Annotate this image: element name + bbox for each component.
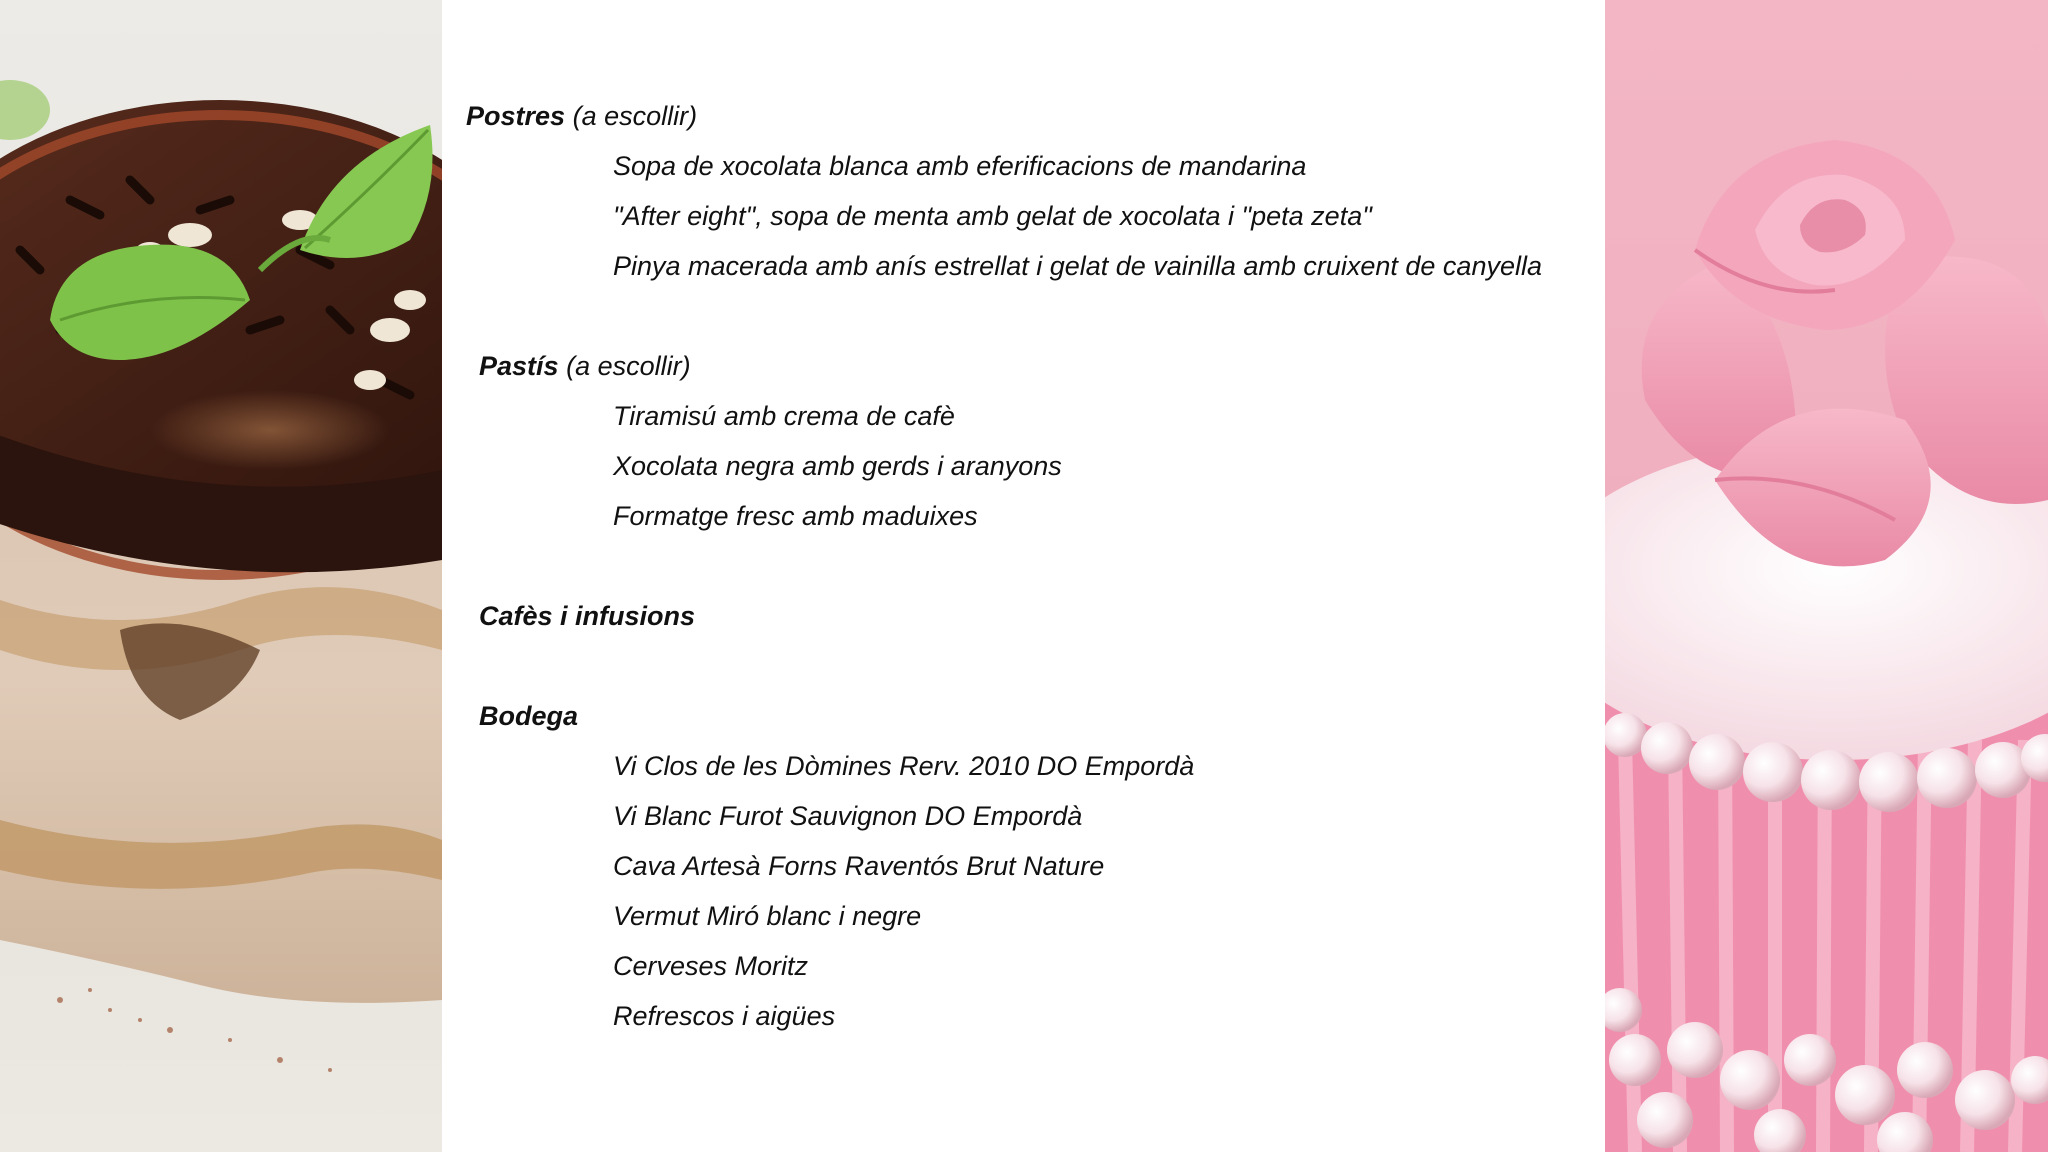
menu-item: Xocolata negra amb gerds i aranyons <box>613 451 1062 481</box>
section-heading-pastis: Pastís (a escollir) <box>479 351 691 381</box>
menu-item: "After eight", sopa de menta amb gelat de xocolata i "peta zeta" <box>613 201 1372 231</box>
menu-item: Cava Artesà Forns Raventós Brut Nature <box>613 851 1105 881</box>
menu-item: Vi Clos de les Dòmines Rerv. 2010 DO Empordà <box>613 751 1195 781</box>
menu-item: Vi Blanc Furot Sauvignon DO Empordà <box>613 801 1083 831</box>
menu-item: Pinya macerada amb anís estrellat i gelat de vainilla amb cruixent de canyella <box>613 251 1542 281</box>
menu-item: Sopa de xocolata blanca amb eferificacions de mandarina <box>613 151 1307 181</box>
pink-cupcake-photo <box>1605 0 2048 1152</box>
section-heading-cafes: Cafès i infusions <box>479 601 696 631</box>
dessert-menu <box>442 0 1605 1152</box>
section-heading-bodega: Bodega <box>479 701 579 731</box>
menu-item: Cerveses Moritz <box>613 951 809 981</box>
cake-slice-photo <box>0 0 442 1152</box>
menu-item: Tiramisú amb crema de cafè <box>613 401 955 431</box>
section-heading-postres: Postres (a escollir) <box>466 101 698 131</box>
menu-item: Vermut Miró blanc i negre <box>613 901 922 931</box>
menu-item: Formatge fresc amb maduixes <box>613 501 978 531</box>
menu-item: Refrescos i aigües <box>613 1001 836 1031</box>
